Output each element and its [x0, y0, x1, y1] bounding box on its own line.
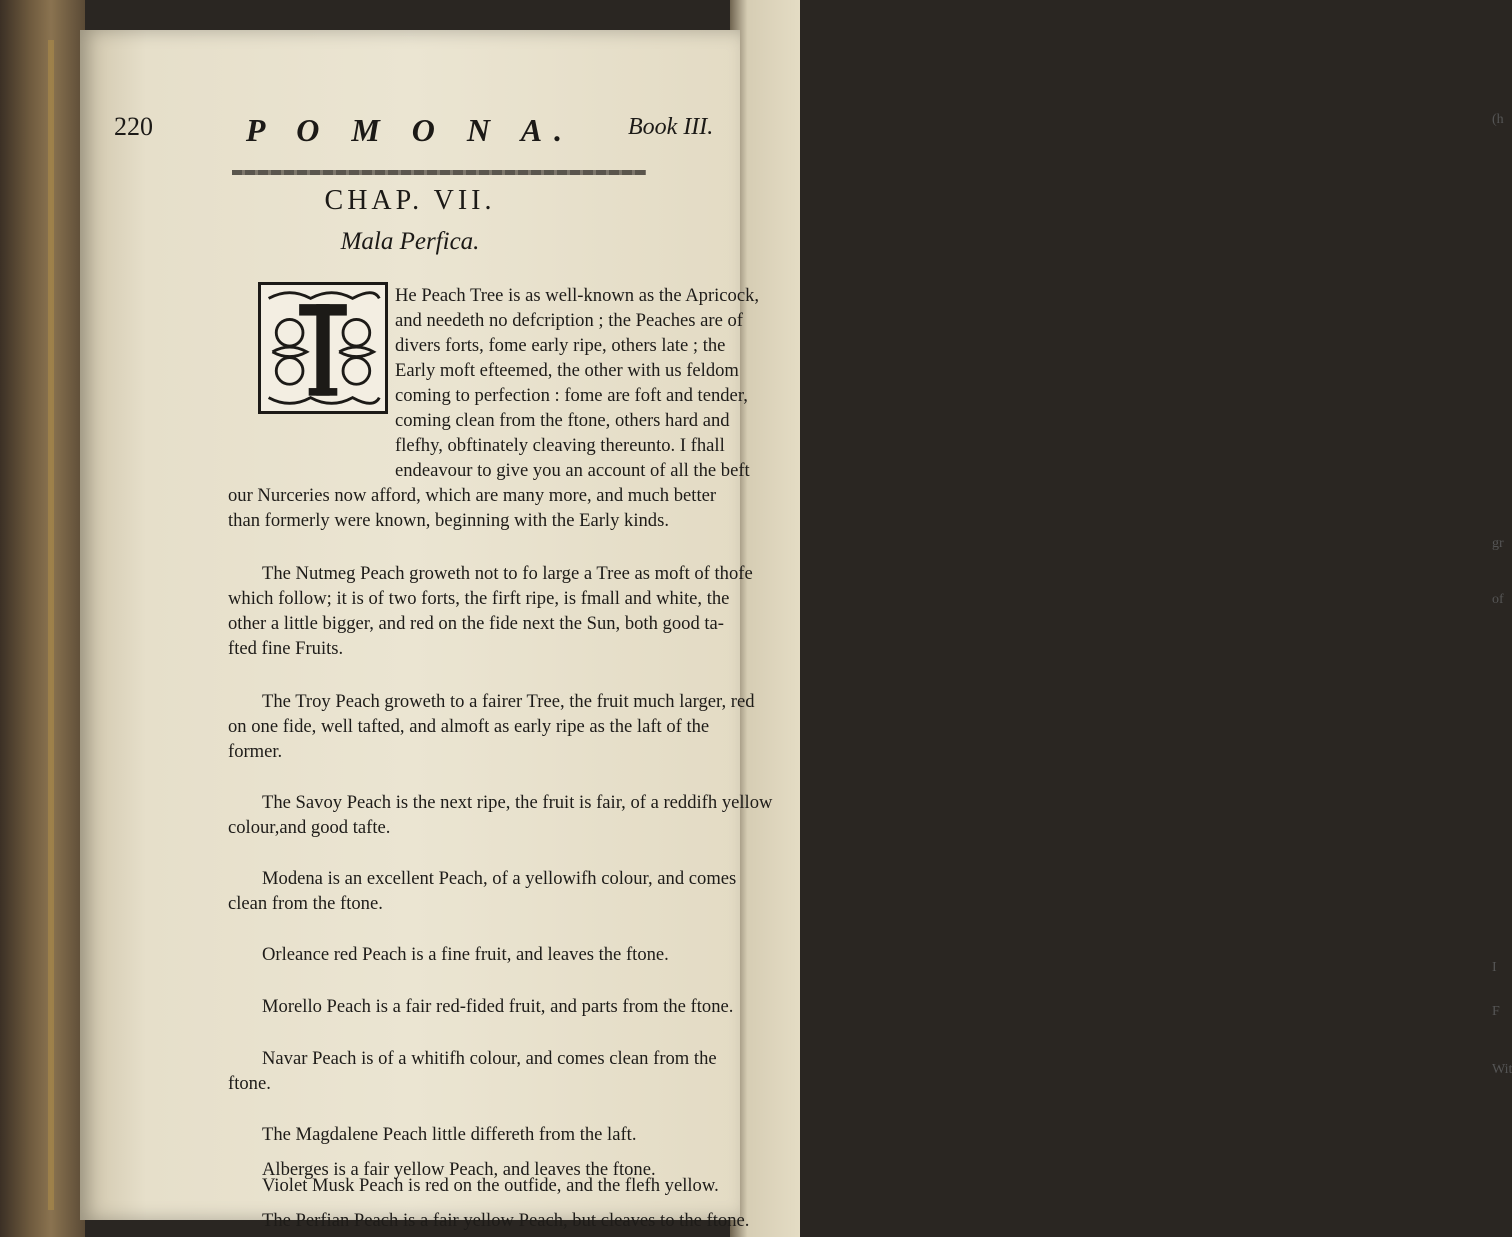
orleance-line: Orleance red Peach is a fine fruit, and leaves the ftone. [262, 944, 669, 965]
savoy-line: colour,and good tafte. [228, 817, 391, 838]
morello-line: Morello Peach is a fair red-fided fruit, and parts from the ftone. [262, 996, 734, 1017]
intro-line: Early moft efteemed, the other with us feldom [395, 360, 739, 381]
facing-fragment: (h [1492, 112, 1504, 127]
nutmeg-line: which follow; it is of two forts, the firft ripe, is fmall and white, the [228, 588, 730, 609]
decorated-initial [258, 282, 388, 414]
facing-fragment: of [1492, 592, 1504, 607]
modena-line: Modena is an excellent Peach, of a yellowifh colour, and comes [262, 868, 737, 889]
intro-line: coming clean from the ftone, others hard and [395, 410, 730, 431]
nutmeg-line: fted fine Fruits. [228, 638, 344, 659]
troy-line: former. [228, 741, 283, 762]
running-title: P O M O N A. [245, 112, 575, 148]
intro-line: coming to perfection : fome are foft and tender, [395, 385, 748, 406]
facing-fragment: Wit [1492, 1062, 1512, 1077]
persian-line: The Perfian Peach is a fair yellow Peach, but cleaves to the ftone. [262, 1210, 750, 1231]
intro-line: flefhy, obftinately cleaving thereunto. I fhall [395, 435, 725, 456]
ornamental-rule [232, 170, 646, 175]
magdalene-line: The Magdalene Peach little differeth from the laft. [262, 1124, 637, 1145]
savoy-line: The Savoy Peach is the next ripe, the fruit is fair, of a reddifh yellow [262, 792, 773, 813]
facing-fragment: I [1492, 960, 1497, 975]
intro-line: than formerly were known, beginning with the Early kinds. [228, 510, 669, 531]
decorated-initial-t-icon [261, 285, 385, 411]
navar-line: ftone. [228, 1073, 271, 1094]
book-spine [0, 0, 85, 1237]
book-label: Book III. [628, 114, 714, 140]
troy-line: The Troy Peach groweth to a fairer Tree, the fruit much larger, red [262, 691, 755, 712]
nutmeg-line: The Nutmeg Peach groweth not to fo large a Tree as moft of thofe [262, 563, 753, 584]
book-page [80, 30, 773, 1220]
facing-fragment: F [1492, 1004, 1500, 1019]
troy-line: on one fide, well tafted, and almoft as early ripe as the laft of the [228, 716, 710, 737]
facing-page-edge [730, 0, 1512, 1237]
facing-fragment: gr [1492, 536, 1504, 551]
intro-line: divers forts, fome early ripe, others late ; the [395, 335, 726, 356]
chapter-title: CHAP. VII. [324, 185, 496, 216]
modena-line: clean from the ftone. [228, 893, 383, 914]
intro-line: our Nurceries now afford, which are many more, and much better [228, 485, 717, 506]
page-number: 220 [114, 112, 153, 141]
page-header [80, 112, 740, 152]
chapter-subtitle: Mala Perfica. [340, 228, 480, 255]
navar-line: Navar Peach is of a whitifh colour, and comes clean from the [262, 1048, 717, 1069]
alberges-line: Alberges is a fair yellow Peach, and leaves the ftone. [262, 1159, 656, 1180]
intro-line: and needeth no defcription ; the Peaches are of [395, 310, 743, 331]
intro-line: endeavour to give you an account of all the beft [395, 460, 750, 481]
violet-line: Violet Musk Peach is red on the outfide, and the flefh yellow. [262, 1175, 719, 1196]
nutmeg-line: other a little bigger, and red on the fide next the Sun, both good ta- [228, 613, 724, 634]
intro-line: He Peach Tree is as well-known as the Apricock, [395, 285, 760, 306]
spine-gilt-edge [48, 40, 54, 1210]
